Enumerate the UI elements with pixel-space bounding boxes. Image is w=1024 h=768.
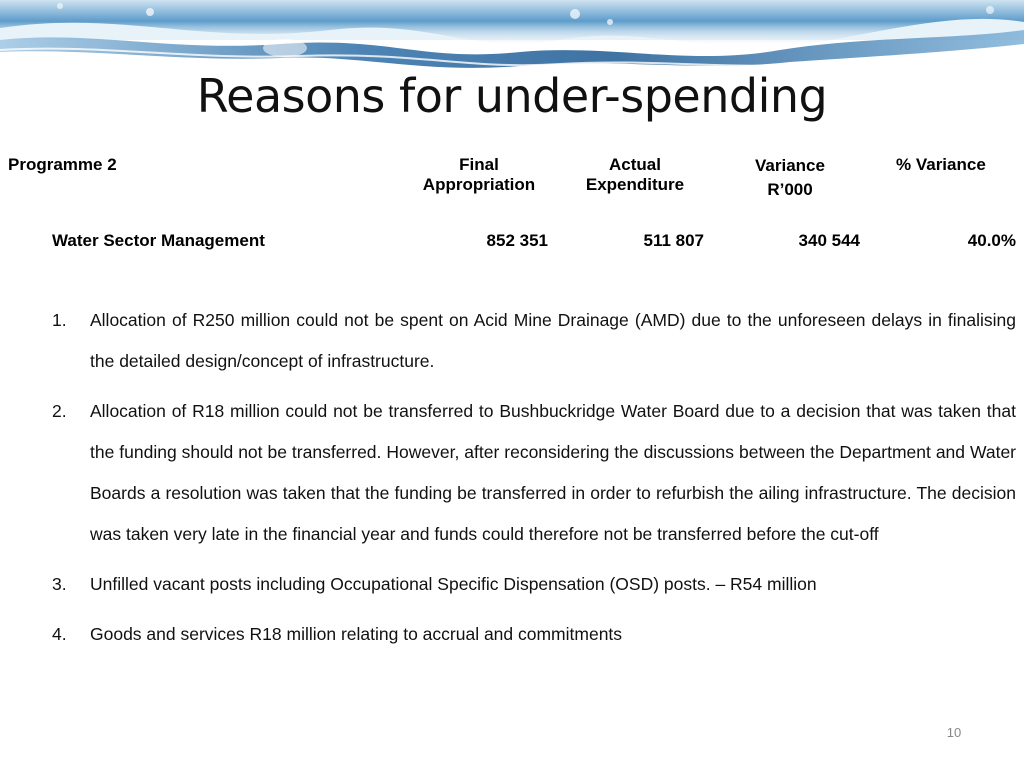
header-final-appropriation: Final Appropriation (422, 155, 536, 194)
header-actual-expenditure: Actual Expenditure (585, 155, 685, 194)
reasons-list (48, 300, 1016, 664)
row-variance: 340 544 (798, 231, 860, 250)
header-percent-variance: % Variance (896, 155, 986, 174)
list-item (48, 300, 1016, 382)
list-item (48, 391, 1016, 555)
list-number: 4. (52, 624, 67, 644)
list-number: 2. (52, 401, 67, 421)
row-actual-expenditure: 511 807 (643, 231, 704, 250)
list-item (48, 614, 1016, 655)
list-item (48, 564, 1016, 605)
page-number: 10 (946, 725, 962, 740)
row-percent-variance: 40.0% (967, 231, 1016, 250)
list-number: 3. (52, 574, 67, 594)
list-text: Allocation of R18 million could not be transferred to Bushbuckridge Water Board due to a decision that was taken that the funding should not be transferred. However, after reconsidering the discussions between the Department and Water Boards a resolution was taken that the funding be transferred in order to refurbish the ailing infrastructure. The decision was taken very late in the financial year and funds could therefore not be transferred before the cut-off (90, 401, 1016, 544)
list-text: Goods and services R18 million relating to accrual and commitments (90, 624, 623, 644)
header-variance: Variance R’000 (755, 156, 825, 199)
slide-title: Reasons for under-spending (196, 69, 828, 123)
list-number: 1. (52, 310, 67, 330)
row-name: Water Sector Management (52, 231, 265, 250)
header-programme: Programme 2 (8, 155, 117, 174)
row-final-appropriation: 852 351 (486, 231, 548, 250)
list-text: Unfilled vacant posts including Occupational Specific Dispensation (OSD) posts. – R54 million (90, 574, 817, 594)
list-text: Allocation of R250 million could not be spent on Acid Mine Drainage (AMD) due to the unforeseen delays in finalising the detailed design/concept of infrastructure. (90, 310, 1016, 371)
